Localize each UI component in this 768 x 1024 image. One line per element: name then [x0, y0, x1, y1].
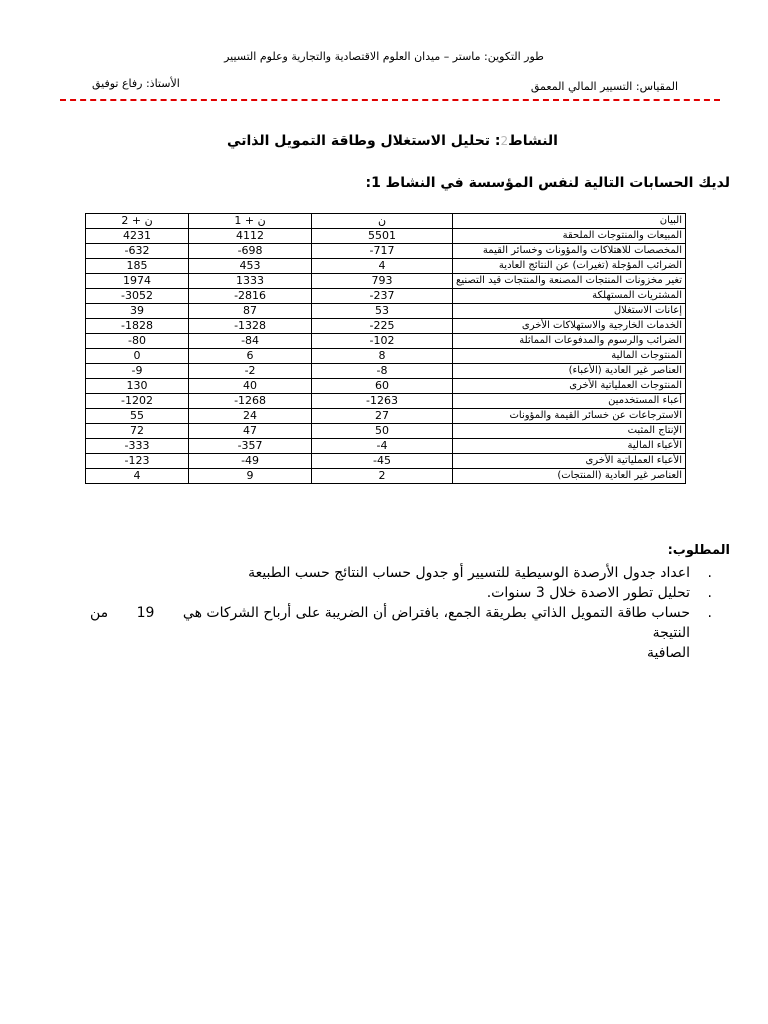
cell-n1: -84	[189, 334, 312, 349]
cell-n: 4	[312, 259, 453, 274]
cell-n1: 6	[189, 349, 312, 364]
cell-n: 53	[312, 304, 453, 319]
table-row	[86, 244, 686, 259]
cell-n: -225	[312, 319, 453, 334]
cell-label: الخدمات الخارجية والاستهلاكات الأخرى	[453, 319, 686, 334]
cell-n2: -632	[86, 244, 189, 259]
table-row	[86, 259, 686, 274]
cell-n2: 4	[86, 469, 189, 484]
cell-n2: -1202	[86, 394, 189, 409]
cell-n2: 4231	[86, 229, 189, 244]
cell-n1: -698	[189, 244, 312, 259]
cell-n: 60	[312, 379, 453, 394]
list-marker: .	[707, 605, 712, 621]
cell-n2: -80	[86, 334, 189, 349]
activity-number: 2	[500, 134, 509, 148]
cell-n1: 453	[189, 259, 312, 274]
table-row	[86, 349, 686, 364]
cell-n1: -1328	[189, 319, 312, 334]
cell-n1: -1268	[189, 394, 312, 409]
table-row	[86, 379, 686, 394]
table-row	[86, 289, 686, 304]
red-dashed-divider	[60, 99, 720, 101]
cell-n: -45	[312, 454, 453, 469]
table-row	[86, 454, 686, 469]
accounts-table	[85, 213, 686, 484]
cell-n1: 87	[189, 304, 312, 319]
table-row	[86, 424, 686, 439]
cell-label: إعانات الاستغلال	[453, 304, 686, 319]
cell-n: 8	[312, 349, 453, 364]
cell-label: أعباء المستخدمين	[453, 394, 686, 409]
activity-title	[227, 133, 558, 149]
cell-n: -717	[312, 244, 453, 259]
table-row	[86, 364, 686, 379]
list-marker: .	[707, 585, 712, 601]
teacher-label: الأستاذ: رفاع توفيق	[92, 77, 180, 90]
cell-n: -237	[312, 289, 453, 304]
list-item-text: اعداد جدول الأرصدة الوسيطية للتسيير أو جدول حساب النتائج حسب الطبيعة	[248, 565, 690, 581]
cell-n1: -357	[189, 439, 312, 454]
table-header-row	[86, 214, 686, 229]
table-row	[86, 439, 686, 454]
cell-n1: -2	[189, 364, 312, 379]
cell-label: المنتوجات العملياتية الأخرى	[453, 379, 686, 394]
cell-n: 27	[312, 409, 453, 424]
table-row	[86, 469, 686, 484]
cell-label: الضرائب والرسوم والمدفوعات المماثلة	[453, 334, 686, 349]
module-label: المقياس: التسيير المالي المعمق	[530, 80, 678, 93]
table-row	[86, 319, 686, 334]
cell-label: الأعباء العملياتية الأخرى	[453, 454, 686, 469]
list-item-continuation: الصافية	[647, 645, 690, 661]
cell-n2: -1828	[86, 319, 189, 334]
table-row	[86, 229, 686, 244]
cell-n: 793	[312, 274, 453, 289]
table-row	[86, 274, 686, 289]
activity-prefix: النشاط	[508, 133, 558, 149]
cell-label: المشتريات المستهلكة	[453, 289, 686, 304]
header-n: ن	[312, 214, 453, 229]
cell-n2: 0	[86, 349, 189, 364]
cell-label: العناصر غير العادية (المنتجات)	[453, 469, 686, 484]
table-row	[86, 304, 686, 319]
cell-label: تغير مخزونات المنتجات المصنعة والمنتجات قيد التصنيع	[453, 274, 686, 289]
cell-n1: 4112	[189, 229, 312, 244]
cell-label: الأعباء المالية	[453, 439, 686, 454]
header-n2: ن + 2	[86, 214, 189, 229]
cell-n: -8	[312, 364, 453, 379]
required-title: المطلوب:	[667, 543, 730, 558]
cell-n2: 55	[86, 409, 189, 424]
cell-n1: 1333	[189, 274, 312, 289]
cell-n1: 24	[189, 409, 312, 424]
cell-n: 5501	[312, 229, 453, 244]
cell-n1: 9	[189, 469, 312, 484]
list-marker: .	[707, 565, 712, 581]
cell-n: 2	[312, 469, 453, 484]
table-row	[86, 334, 686, 349]
header-n1: ن + 1	[189, 214, 312, 229]
cell-label: المبيعات والمنتوجات الملحقة	[453, 229, 686, 244]
required-list	[70, 563, 730, 663]
cell-n2: 72	[86, 424, 189, 439]
table-row	[86, 394, 686, 409]
cell-n2: -123	[86, 454, 189, 469]
cell-label: العناصر غير العادية (الأعباء)	[453, 364, 686, 379]
cell-n2: -9	[86, 364, 189, 379]
list-item-text: حساب طاقة التمويل الذاتي بطريقة الجمع، بافتراض أن الضريبة على أرباح الشركات هي	[182, 605, 690, 621]
cell-label: الاسترجاعات عن خسائر القيمة والمؤونات	[453, 409, 686, 424]
tax-rate: 19	[136, 605, 155, 621]
cell-n2: 1974	[86, 274, 189, 289]
list-item-tail: من النتيجة	[90, 605, 690, 641]
cell-n1: -2816	[189, 289, 312, 304]
cell-n: 50	[312, 424, 453, 439]
list-item	[70, 563, 730, 583]
cell-label: المخصصات للاهتلاكات والمؤونات وخسائر القيمة	[453, 244, 686, 259]
cell-n2: -333	[86, 439, 189, 454]
table-row	[86, 409, 686, 424]
cell-n2: 185	[86, 259, 189, 274]
cell-n1: -49	[189, 454, 312, 469]
cell-n1: 40	[189, 379, 312, 394]
activity-title-text: : تحليل الاستغلال وطاقة التمويل الذاتي	[227, 133, 501, 149]
cell-n1: 47	[189, 424, 312, 439]
cell-n: -1263	[312, 394, 453, 409]
cell-n2: -3052	[86, 289, 189, 304]
list-item-text: تحليل تطور الاصدة خلال 3 سنوات.	[486, 585, 690, 601]
header-label: البيان	[453, 214, 686, 229]
cell-n2: 130	[86, 379, 189, 394]
cell-label: المنتوجات المالية	[453, 349, 686, 364]
cell-n: -102	[312, 334, 453, 349]
cell-label: الضرائب المؤجلة (تغيرات) عن النتائج العادية	[453, 259, 686, 274]
cell-n: -4	[312, 439, 453, 454]
list-item	[70, 603, 730, 643]
program-line: طور التكوين: ماستر – ميدان العلوم الاقتصادية والتجارية وعلوم التسيير	[224, 50, 544, 63]
intro-text: لديك الحسابات التالية لنفس المؤسسة في النشاط 1:	[365, 175, 730, 191]
cell-label: الإنتاج المثبت	[453, 424, 686, 439]
cell-n2: 39	[86, 304, 189, 319]
list-item	[70, 583, 730, 603]
